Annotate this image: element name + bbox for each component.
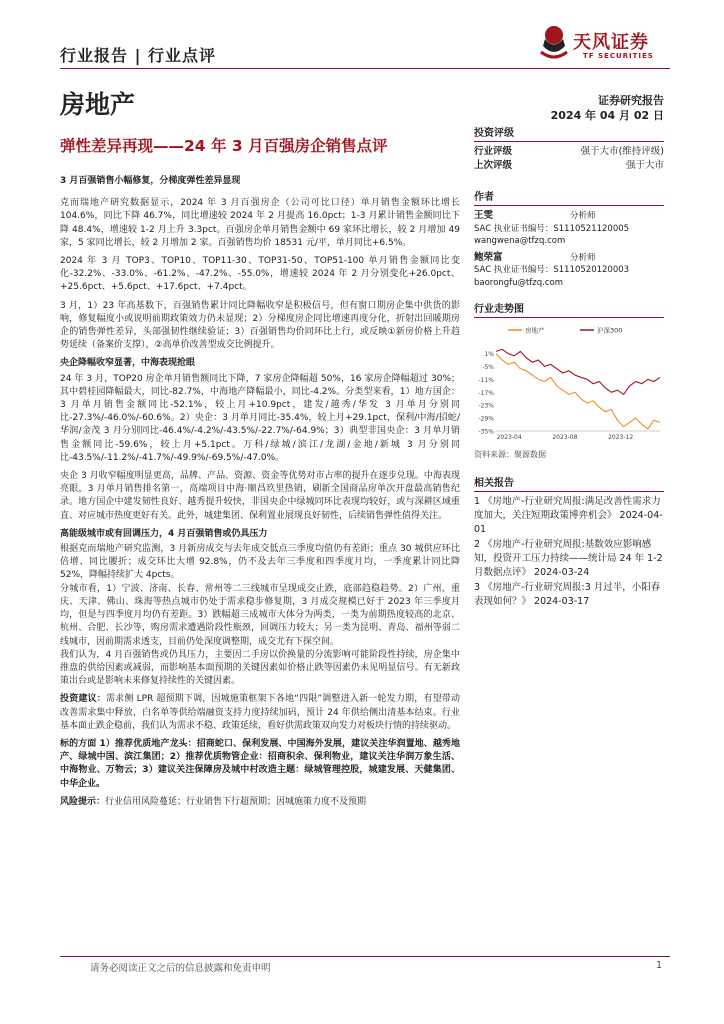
author-cert: SAC 执业证书编号：S1110521120005 (474, 223, 630, 234)
author-role: 分析师 (570, 211, 596, 221)
y-tick-label: -29% (478, 415, 494, 423)
rating-key: 上次评级 (474, 160, 513, 171)
section-heading-1: 3 月百强销售小幅修复，分梯度弹性差异显现 (60, 176, 241, 186)
author-name: 鲍荣富 (474, 251, 503, 263)
paragraph: 2024 年 3 月 TOP3、TOP10、TOP11-30、TOP31-50、TOP51-100 单月销售金额同比变化-32.2%、-33.0%、-61.2%、-47.2%、-55.0%，增速较 2024 年 2 月分别变化+26.0pct、+25.6pct、+5.6pct、+17.6pct、+7.4pct。 (60, 256, 460, 293)
footer-disclaimer[interactable]: 请务必阅读正文之后的信息披露和免责申明 (90, 963, 271, 974)
targets-text: 招商蛇口、保利发展、中国海外发展，建议关注华润置地、越秀地产、绿城中国、滨江集团；2）推荐优质物管企业：招商积余、保利物业，建议关注华润万象生活、中海物业、万物云；3）建议关注保障房及城中村改造主题：绿城管理控股，城建发展、天健集团、中华企业。 (60, 738, 460, 789)
investment-text: 需求侧 LPR 超预期下调，因城施策框架下各地“四限”调整进入新一轮发力期，有望带动改善需求集中释放，白名单等供给端融资支持力度持续加码，预计 24 年供给侧出清基本结束。行业基本面止跌企稳前，我们认为需求不稳、政策延续，看好供需政策双向发力对板块行情的持续驱动。 (60, 694, 460, 731)
rating-row (474, 159, 664, 173)
y-tick-label: 1% (484, 351, 494, 359)
author-cert: SAC 执业证书编号：S1110520120003 (474, 265, 630, 275)
related-report[interactable] (474, 538, 664, 580)
report-date: 2024 年 04 月 02 日 (550, 109, 664, 122)
risk-text: 行业信用风险蔓延；行业销售下行超预期；因城施策力度不及预期 (105, 796, 367, 807)
y-tick-label: -11% (478, 376, 494, 384)
series-line (496, 354, 660, 429)
header-divider (60, 68, 670, 69)
related-report-title[interactable]: 3 《房地产-行业研究周报:3 月过半，小阳春表现如何？》 (474, 582, 661, 607)
rating-panel (474, 124, 664, 173)
rating-heading: 投资评级 (474, 124, 664, 142)
targets-label: 标的方面 1）推荐优质地产龙头： (60, 738, 197, 749)
related-report-title[interactable]: 2 《房地产-行业研究周报:基数效应影响感知，投资开工压力持续——统计局 24 年 1-2 月数据点评》 (474, 539, 663, 578)
brand-name-en: TF SECURITIES (583, 52, 654, 60)
paragraph: 24 年 3 月，TOP20 房企单月销售额同比下降，7 家房企降幅超 50%，16 家房企降幅超过 30%；其中碧桂园降幅最大，同比-82.7%，中海地产降幅最小，同比-4.2%。分类型来看，1）地方国企：3 月单月销售金额同比-52.1%，较上月+10.9pct，建发/越秀/华发 3 月单月分别同比-27.3%/-46.0%/-60.6%。2）央企：3 月单月同比-35.4%，较上月+29.1pct，保利/中海/招蛇/华润/金茂 3 月分别同比-46.4%/-4.2%/-43.5%/-22.7%/-64.9%；3）典型非国央企：3 月单月销售金额同比-59.6%，较上月+5.1pct。万科/绿城/滨江/龙湖/金地/新城 3 月分别同比-43.5%/-11.2%/-41.7%/-49.9%/-69.5%/-47.0%。 (60, 373, 460, 463)
footer-divider (60, 956, 670, 957)
paragraph: 根据克而瑞地产研究监测，3 月新房成交与去年成交低点三季度均值仍有差距；重点 30 城供应环比倍增、同比腰折；成交环比大增 92.8%，仍不及去年三季度和四季度月均，一季度累计同比降 52%，降幅持续扩大 4pcts。 (60, 544, 460, 581)
related-report-date: 2024-03-17 (534, 596, 590, 607)
authors-heading: 作者 (474, 188, 664, 206)
series-line (496, 349, 660, 394)
related-report[interactable] (474, 495, 664, 537)
paragraph: 3 月，1）23 年高基数下，百强销售累计同比降幅收窄是积极信号，但有窗口期房企集中供货的影响，修复幅度小或说明前期政策效力仍未显现；2）分梯度房企同比增速再度分化，折射出回暖期房企的销售弹性差异，头部强韧性继续验证；3）百强销售均价同环比上行，或反映①新房价格上升趋势延续（备案价支撑），②高单价改善型成交比例提升。 (60, 300, 460, 351)
section-heading-3: 高能级城市或有回调压力，4 月百强销售或仍具压力 (60, 528, 268, 539)
author-card (474, 210, 664, 248)
x-tick-label: 2023-04 (496, 434, 522, 441)
trend-panel (474, 300, 664, 321)
risk-warning (60, 796, 460, 809)
risk-label: 风险提示： (60, 796, 106, 807)
x-tick-label: 2023-08 (552, 434, 578, 441)
report-title: 弹性差异再现——24 年 3 月百强房企销售点评 (60, 137, 388, 155)
y-tick-label: -23% (478, 402, 494, 410)
trend-heading: 行业走势图 (474, 300, 664, 318)
paragraph: 克而瑞地产研究数据显示，2024 年 3 月百强房企（公司可比口径）单月销售金额环比增长 104.6%，同比下降 46.7%，同比增速较 2024 年 2 月提高 16.0pct；1-3 月累计销售金额同比下降 48.4%，增速较 1-2 月上升 3.3pct。百强房企单月销售金额中 69 家环比增长，较 2 月增加 49 家，5 家同比增长，较 2 月增加 2 家。百强销售均价 18531 元/平，单月同比+6.5%。 (60, 198, 460, 248)
related-heading: 相关报告 (474, 474, 664, 492)
page-number: 1 (656, 960, 663, 971)
related-report-date: 2024-04-01 (474, 510, 663, 535)
authors-panel (474, 188, 664, 289)
x-tick-label: 2023-12 (608, 434, 634, 441)
sector-title: 房地产 (60, 90, 136, 119)
author-email[interactable]: baorongfu@tfzq.com (474, 277, 564, 288)
rating-row (474, 145, 664, 159)
rating-key: 行业评级 (474, 146, 513, 157)
y-tick-label: -5% (482, 364, 494, 371)
investment-label: 投资建议： (60, 694, 106, 705)
author-email[interactable]: wangwena@tfzq.com (474, 236, 566, 246)
paragraph: 央企 3 月收窄幅度明显更高，品牌、产品、资源、资金等优势对市占率的提升在逐步兑现。中海表现亮眼，3 月单月销售排名第一，高端项目中海·顺昌玖里热销，刷新全国商品房单次开盘最高销售纪录。地方国企中建发韧性良好、越秀提升较快，非国央企中绿城同环比表现均较好，或与深耕区域重直、对应城市热度更好有关。此外，城建集团、保利置业展现良好韧性，后续销售弹性值得关注。 (60, 471, 460, 521)
chart-source-wrap (474, 447, 664, 460)
related-panel (474, 474, 664, 610)
tf-logo-icon (535, 22, 573, 64)
related-report[interactable] (474, 581, 664, 609)
target-stocks (60, 738, 460, 791)
paragraph: 我们认为，4 月百强销售或仍具压力，主要因二手房以价换量的分流影响可能阶段性持续，房企集中推盘的供给因素或减弱，而影响基本面预期的关键因素如价格止跌等因素仍未见明显信号。有无新政策出台或是影响未来修复持续性的关键因素。 (60, 649, 460, 687)
trend-chart (474, 323, 664, 443)
investment-advice (60, 693, 460, 733)
section-heading-2: 央企降幅收窄显著，中海表现抢眼 (60, 358, 196, 369)
report-kind: 证券研究报告 (598, 94, 664, 107)
rating-value: 强于大市 (625, 160, 664, 171)
related-report-date: 2024-03-24 (534, 567, 590, 578)
author-name: 王雯 (474, 210, 494, 221)
trend-chart-svg (474, 323, 664, 443)
chart-source: 资料来源：聚源数据 (474, 450, 546, 459)
related-report-title[interactable]: 1 《房地产-行业研究周报:满足改善性需求力度加大，关注短期政策博弈机会》 (474, 496, 661, 521)
legend-label: 沪深300 (597, 326, 623, 335)
rating-value: 强于大市(维持评级) (580, 146, 664, 157)
legend-label: 房地产 (525, 326, 545, 335)
y-tick-label: -17% (478, 389, 494, 397)
author-card (474, 252, 664, 290)
y-tick-label: -35% (478, 428, 494, 436)
brand-name: 天风证券 (573, 32, 649, 53)
main-body (60, 175, 460, 814)
report-type: 行业报告 | 行业点评 (60, 46, 216, 65)
paragraph: 分城市看，1）宁波、济南、长春、常州等二三线城市呈现成交止跌，底部趋稳趋势。2）广州、重庆、天津、佛山、珠海等热点城市仍处于需求稳步修复期，3 月成交规模已好于 2023 年三季度月均，但是与四季度月均仍有差距。3）跌幅超三成城市大体分为两类，一类为前期热度较高的北京、杭州、合肥、长沙等，购房需求遭遇阶段性瓶颈，回调压力较大；另一类为昆明、青岛、福州等弱二线城市，因前期需求透支，目前仍处深度调整期，成交尤有下探空间。 (60, 583, 460, 647)
author-role: 分析师 (570, 252, 596, 263)
